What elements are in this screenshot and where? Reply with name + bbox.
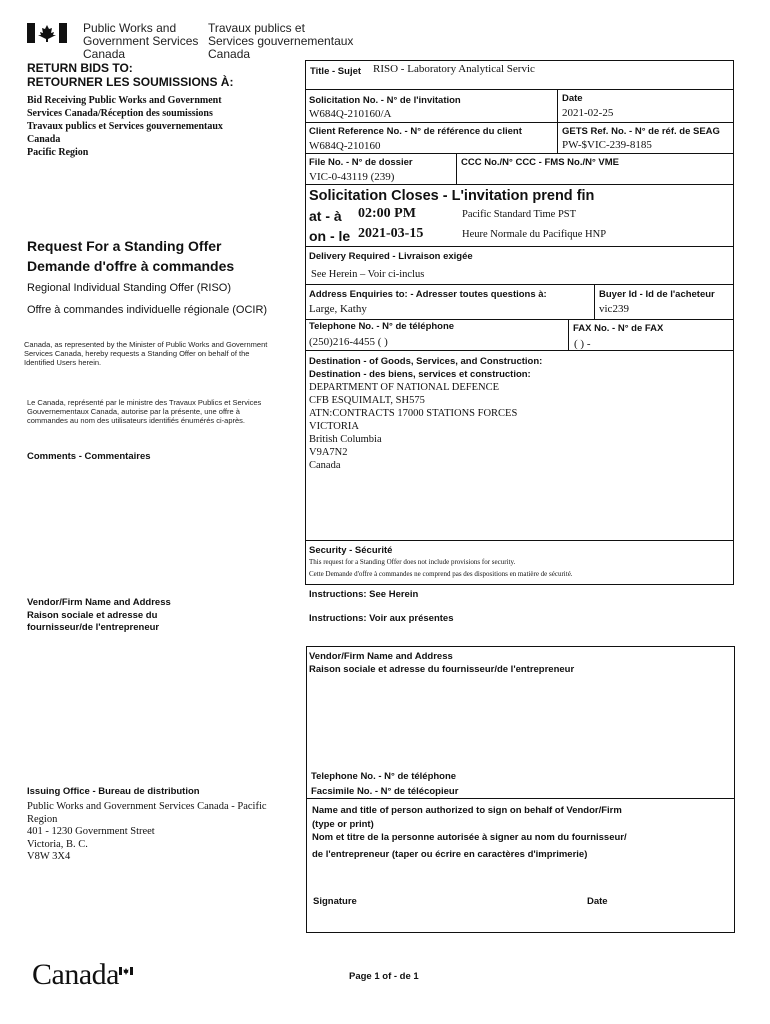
delivery-value: See Herein – Voir ci-inclus <box>311 269 425 280</box>
buyer-id-label: Buyer Id - Id de l'acheteur <box>599 289 715 300</box>
timezone-en: Pacific Standard Time PST <box>462 209 577 220</box>
form-divider <box>305 350 734 351</box>
vendor-telephone-label: Telephone No. - N° de téléphone <box>311 771 457 782</box>
address-enquiries-label: Address Enquiries to: - Adresser toutes questions à: <box>309 289 547 300</box>
date-label: Date <box>562 93 583 104</box>
destination-label-en: Destination - of Goods, Services, and Construction: <box>309 356 543 367</box>
form-divider <box>306 798 735 799</box>
vendor-name-address-field[interactable] <box>310 678 730 766</box>
signature-label: Signature <box>313 896 357 907</box>
return-bids-title: RETURN BIDS TO: RETOURNER LES SOUMISSIONS À: <box>27 61 234 89</box>
request-subtitle-fr: Offre à commandes individuelle régionale (OCIR) <box>27 304 268 316</box>
form-divider <box>305 284 734 285</box>
address-enquiries-value: Large, Kathy <box>309 303 367 315</box>
closes-date-value: 2021-03-15 <box>358 226 424 241</box>
authorized-person-field[interactable] <box>310 862 730 892</box>
delivery-label: Delivery Required - Livraison exigée <box>309 251 473 262</box>
request-title: Request For a Standing Offer Demande d'offre à commandes <box>27 238 235 274</box>
fax-label: FAX No. - N° de FAX <box>573 323 664 334</box>
security-note-fr: Cette Demande d'offre à commandes ne comprend pas des dispositions en matière de sécurité. <box>309 570 573 578</box>
form-divider <box>594 284 595 319</box>
file-no-label: File No. - N° de dossier <box>309 157 413 168</box>
vendor-box-label-fr: Raison sociale et adresse du fournisseur/de l'entrepreneur <box>309 664 575 675</box>
telephone-value: (250)216-4455 ( ) <box>309 336 388 348</box>
vendor-left-label: Vendor/Firm Name and Address Raison sociale et adresse du fournisseur/de l'entrepreneur <box>27 597 171 633</box>
signature-date-label: Date <box>587 896 608 907</box>
timezone-fr: Heure Normale du Pacifique HNP <box>462 229 607 240</box>
vendor-box-label-en: Vendor/Firm Name and Address <box>309 651 453 662</box>
request-paragraph-fr: Le Canada, représenté par le ministre des Travaux Publics et Services Gouvernementaux Canada, autorise par la présente, une offre à commandes au nom des utilisateurs identifiés énumérés ci-après. <box>27 398 262 425</box>
form-divider <box>305 246 734 247</box>
request-subtitle-en: Regional Individual Standing Offer (RISO) <box>27 282 232 294</box>
request-paragraph-en: Canada, as represented by the Minister of Public Works and Government Services Canada, hereby requests a Standing Offer on behalf of the Identified Users herein. <box>24 340 268 367</box>
client-reference-label: Client Reference No. - N° de référence du client <box>309 126 522 137</box>
solicitation-value: W684Q-210160/A <box>309 108 392 120</box>
security-label: Security - Sécurité <box>309 545 393 556</box>
title-value: RISO - Laboratory Analytical Servic <box>373 63 535 75</box>
canada-wordmark: Canada <box>32 958 119 991</box>
form-divider <box>305 319 734 320</box>
instructions-en: Instructions: See Herein <box>309 589 419 600</box>
return-bids-address: Bid Receiving Public Works and Government Services Canada/Réception des soumissions Travaux publics et Services gouvernementaux Canada Pacific Region <box>27 95 223 158</box>
closes-at-label: at - à <box>309 208 342 224</box>
file-no-value: VIC-0-43119 (239) <box>309 171 395 183</box>
form-divider <box>305 122 734 123</box>
solicitation-label: Solicitation No. - N° de l'invitation <box>309 95 461 106</box>
canada-flag-icon <box>27 23 67 48</box>
client-reference-value: W684Q-210160 <box>309 140 381 152</box>
authorized-person-label: Name and title of person authorized to sign on behalf of Vendor/Firm (type or print) Nom et titre de la personne autorisée à signer au nom du fournisseur/ de l'entrepreneur (taper ou écrire en caractères d'imprimerie) <box>312 805 627 860</box>
closes-time-value: 02:00 PM <box>358 206 416 221</box>
wordmark-flag-icon <box>119 962 133 980</box>
page-number: Page 1 of - de 1 <box>349 971 419 982</box>
form-divider <box>305 89 734 90</box>
form-divider <box>557 89 558 153</box>
gets-ref-label: GETS Ref. No. - N° de réf. de SEAG <box>562 126 720 137</box>
closes-on-label: on - le <box>309 228 351 244</box>
department-name-fr: Travaux publics et Services gouvernementaux Canada <box>208 21 354 61</box>
issuing-office-address: Public Works and Government Services Canada - Pacific Region 401 - 1230 Government Street Victoria, B. C. V8W 3X4 <box>27 801 267 862</box>
fax-value: ( ) - <box>574 338 591 350</box>
date-value: 2021-02-25 <box>562 107 614 119</box>
instructions-fr: Instructions: Voir aux présentes <box>309 613 454 624</box>
form-divider <box>568 319 569 350</box>
department-name-en: Public Works and Government Services Canada <box>83 21 199 61</box>
ccc-label: CCC No./N° CCC - FMS No./N° VME <box>461 157 620 168</box>
vendor-fax-label: Facsimile No. - N° de télécopieur <box>311 786 459 797</box>
comments-label: Comments - Commentaires <box>27 451 151 462</box>
telephone-label: Telephone No. - N° de téléphone <box>309 321 455 332</box>
solicitation-closes-title: Solicitation Closes - L'invitation prend fin <box>309 188 595 204</box>
form-divider <box>456 153 457 184</box>
destination-address: DEPARTMENT OF NATIONAL DEFENCE CFB ESQUIMALT, SH575 ATN:CONTRACTS 17000 STATIONS FORCES VICTORIA British Columbia V9A7N2 Canada <box>309 382 518 471</box>
title-label: Title - Sujet <box>310 66 362 77</box>
issuing-office-label: Issuing Office - Bureau de distribution <box>27 786 200 797</box>
buyer-id-value: vic239 <box>599 303 629 315</box>
security-note-en: This request for a Standing Offer does not include provisions for security. <box>309 558 516 566</box>
gets-ref-value: PW-$VIC-239-8185 <box>562 139 652 151</box>
form-divider <box>305 184 734 185</box>
form-divider <box>305 153 734 154</box>
destination-label-fr: Destination - des biens, services et construction: <box>309 369 531 380</box>
form-divider <box>305 540 734 541</box>
